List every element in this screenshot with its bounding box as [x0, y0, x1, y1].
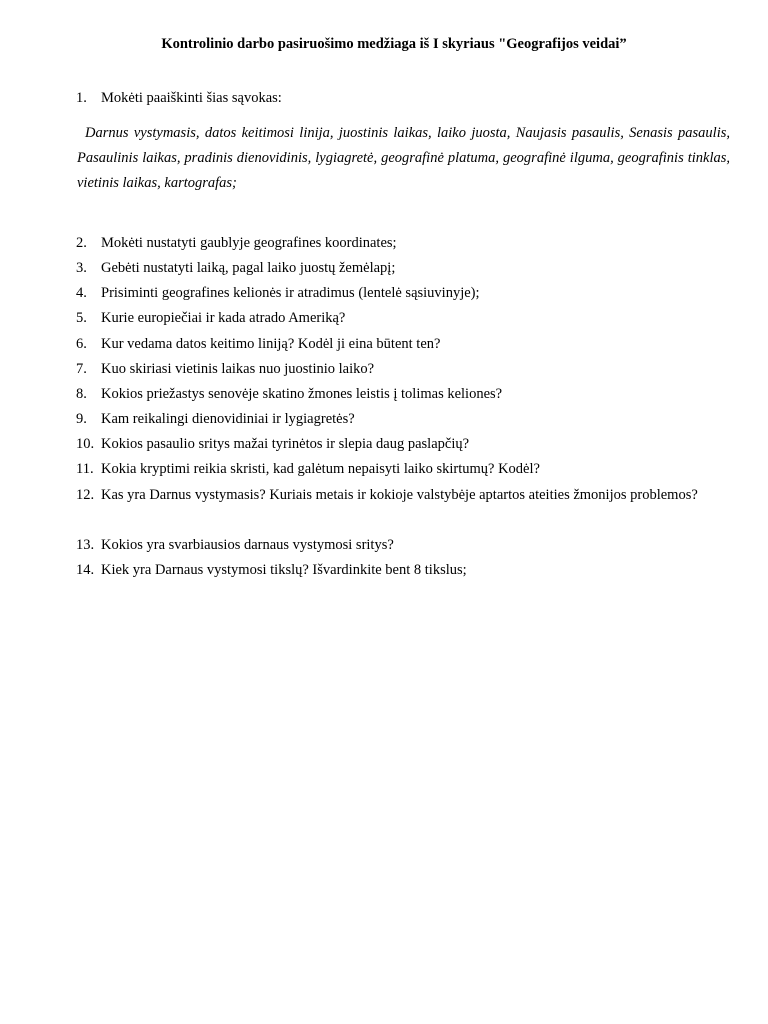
- list-item-14: [76, 558, 730, 583]
- list-item-2: [76, 231, 730, 256]
- list-item-number: 4.: [76, 285, 87, 301]
- list-item-text: Kuo skiriasi vietinis laikas nuo juostinio laiko?: [101, 361, 375, 377]
- terms-paragraph: Darnus vystymasis, datos keitimosi linija, juostinis laikas, laiko juosta, Naujasis pasaulis, Senasis pasaulis, Pasaulinis laikas, pradinis dienovidinis, lygiagretė, geografinė platuma, geografinė ilguma, geografinis tinklas, vietinis laikas, kartografas;: [77, 125, 730, 191]
- list-item-3: [76, 256, 730, 281]
- list-item-text: Mokėti nustatyti gaublyje geografines koordinates;: [101, 235, 397, 251]
- list-item-12: [76, 483, 730, 508]
- list-item-text: Gebėti nustatyti laiką, pagal laiko juostų žemėlapį;: [101, 260, 396, 276]
- list-item-7: [76, 357, 730, 382]
- list-item-number: 10.: [76, 436, 95, 452]
- list-item-number: 2.: [76, 235, 87, 251]
- list-item-number: 1.: [76, 90, 87, 106]
- list-item-number: 3.: [76, 260, 87, 276]
- list-item-number: 12.: [76, 487, 95, 503]
- list-item-number: 14.: [76, 562, 95, 578]
- list-item-text: Kas yra Darnus vystymasis? Kuriais metais ir kokioje valstybėje aptartos ateities žmonijos problemos?: [101, 487, 698, 503]
- list-item-1: [76, 86, 730, 111]
- list-item-number: 8.: [76, 386, 87, 402]
- list-item-number: 5.: [76, 310, 87, 326]
- document-title: Kontrolinio darbo pasiruošimo medžiaga iš I skyriaus "Geografijos veidai”: [161, 36, 627, 52]
- list-item-10: [76, 432, 730, 457]
- list-item-number: 9.: [76, 411, 87, 427]
- list-item-5: [76, 306, 730, 331]
- list-item-text: Kur vedama datos keitimo liniją? Kodėl ji eina būtent ten?: [101, 336, 441, 352]
- list-item-11: [76, 457, 730, 482]
- list-item-text: Mokėti paaiškinti šias sąvokas:: [101, 90, 282, 106]
- list-item-9: [76, 407, 730, 432]
- list-item-number: 6.: [76, 336, 87, 352]
- list-item-text: Kiek yra Darnaus vystymosi tikslų? Išvardinkite bent 8 tikslus;: [101, 562, 467, 578]
- list-item-4: [76, 281, 730, 306]
- list-item-number: 13.: [76, 537, 95, 553]
- list-item-text: Kam reikalingi dienovidiniai ir lygiagretės?: [101, 411, 355, 427]
- list-item-text: Kokios pasaulio sritys mažai tyrinėtos ir slepia daug paslapčių?: [101, 436, 470, 452]
- list-item-6: [76, 332, 730, 357]
- list-item-number: 11.: [76, 461, 94, 477]
- list-item-8: [76, 382, 730, 407]
- list-item-text: Kokia kryptimi reikia skristi, kad galėtum nepaisyti laiko skirtumų? Kodėl?: [101, 461, 540, 477]
- list-item-text: Kokios yra svarbiausios darnaus vystymosi sritys?: [101, 537, 394, 553]
- list-item-text: Kokios priežastys senovėje skatino žmones leistis į tolimas keliones?: [101, 386, 503, 402]
- list-item-text: Kurie europiečiai ir kada atrado Ameriką?: [101, 310, 346, 326]
- list-item-text: Prisiminti geografines kelionės ir atradimus (lentelė sąsiuvinyje);: [101, 285, 480, 301]
- list-item-13: [76, 533, 730, 558]
- list-item-number: 7.: [76, 361, 87, 377]
